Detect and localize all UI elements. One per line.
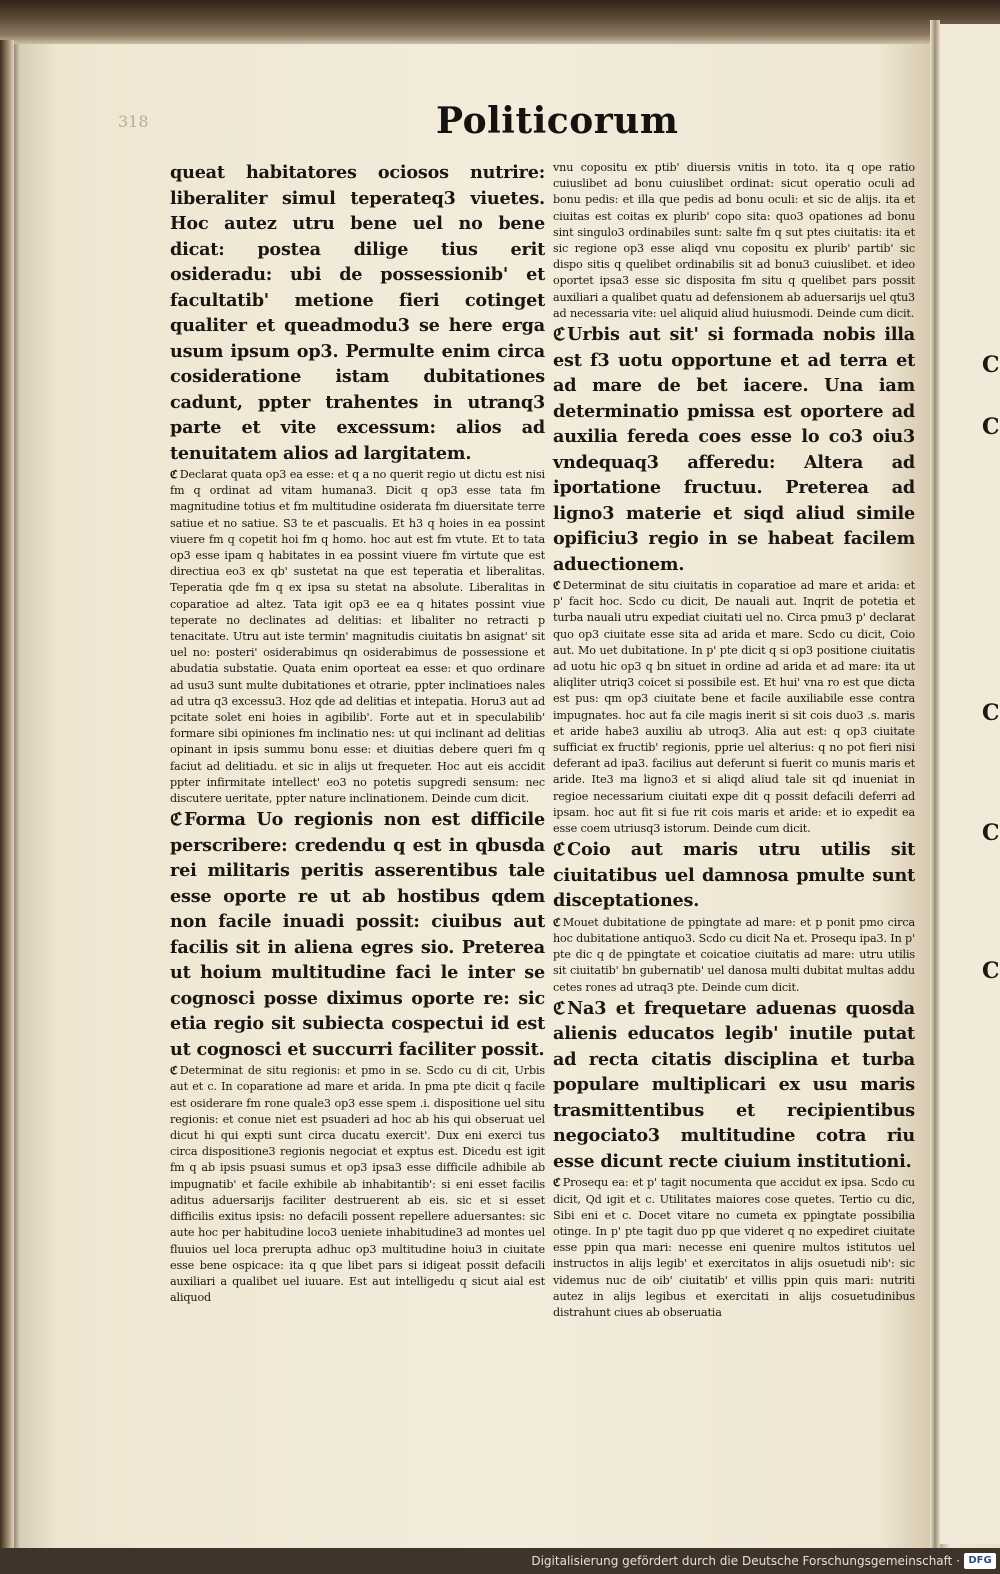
paragraph-mark-icon: ℭ [553,997,566,1019]
commentary-paragraph: vnu copositu ex ptib' diuersis vnitis in toto. ita q ope ratio cuiuslibet ad bonu cuiuslibet ordinat: sicut operatio oculi ad bonu pedis: et illa que pedis ad bonu oculi: et sic de alijs. ita et ciuitas est coitas ex plurib' copo sita: quo3 opationes ad bonu sint singulo3 ordinabiles sunt: salte fm q sut ptes ciuitatis: ita et sic regione op3 esse aliqd vnu copositu ex plurib' partib' sic dispo sitis q quelibet ordinabilis sit ad bonu3 cuiuslibet. et ideo oportet ipsa3 esse sic disposita fm situ q quelibet pars possit auxiliari a qualibet quatu ad defensionem ab aduersarijs uel qtu3 ad necessaria vite: uel aliquid aliud huiusmodi. Deinde cum dicit. [553,161,915,320]
paragraph-mark-icon: ℭ [553,578,561,593]
text-paragraph [553,837,915,914]
footer-credit: Digitalisierung gefördert durch die Deutsche Forschungsgemeinschaft · [531,1554,960,1568]
paragraph-mark-icon: ℭ [170,467,178,481]
digitization-footer [0,1548,1000,1574]
text-paragraph [553,322,915,577]
left-text-column [170,160,545,1306]
paragraph-mark-icon: ℭ [553,1175,561,1190]
paragraph-mark-icon: ℭ [553,839,566,861]
paragraph-mark-icon: ℭ [553,914,561,929]
commentary-text: Determinat de situ ciuitatis in coparatioe ad mare et arida: et p' facit hoc. Scdo cu dicit, De nauali aut. Inqrit de potetia et turba nauali utru expediat ciuitati uel no. Circa pmu3 p' declarat quo op3 ciuitate esse sita ad arida et mare. Scdo cu dicit, Coio aut. Mo uet dubitatione. In p' pte dicit q si op3 positione ciuitatis ad uotu hic op3 q bn situet in ordine ad arida et ad mare: ita ut aliqliter utriq3 coicet si possibile est. Et hui' vna ro est que dicta est pus: qm op3 ciuitate bene et facile auxiliabile esse contra impugnates. hoc aut fa cile magis inerit si sit cois duo3 .s. maris et aride habe3 auxiliu ab utroq3. Alia aut est: q op3 ciuitate sufficiat ex fructib' regionis, pprie uel alterius: q no pot fieri nisi deferant ad ipa3. facilius aut deferunt si fuerit co munis maris et aride. Ite3 ma ligno3 et si aliqd aliud tale sit qd inueniat in regioe necessarium ciuitati expe dit q possit defacili deferri ad ipsam. hoc aut fit si fue rit cois maris et aride: et io expedit ea esse coem utriusq3 istorum. Deinde cum dicit. [553,579,915,836]
commentary-text: Determinat de situ regionis: et pmo in se. Scdo cu di cit, Urbis aut et c. In coparatione ad mare et arida. In pma pte dicit q facile est osiderare fm rone quale3 op3 esse spem .i. dispositione uel situ regionis: et conue niet est psuaderi ad hoc ab his qui obseruat uel dicut hi qui expti sunt circa ducatu exercit'. Dux eni exerci tus circa dispositione3 regionis negociat et exptus est. Dicedu est igit fm q ab ipsis psuasi sumus et op3 ipsa3 esse difficile adhibile ab impugnatib' et facile exhibile ab inhabitantib': si eni esset facilis aditus aduersarijs faciliter destruerent ab eis. sic et si esset difficilis exitus ipsis: no defacili possent repellere aduersantes: sic aute hoc per habitudine loco3 ueniete inhabitudine3 ad montes uel fluuios uel loca prerupta adhuc op3 multitudine hoiu3 in ciuitate esse bene ospicace: ita q que libet pars si idigeat possit defacili auxiliari a qualibet uel iuuare. Est aut intelligedu q sicut aial est aliquod [170,1064,545,1305]
commentary-text: Declarat quata op3 ea esse: et q a no querit regio ut dictu est nisi fm q ordinat ad vitam humana3. Dicit q op3 esse tata fm magnitudine totius et fm multitudine osiderata fm diuersitate terre satiue et no satiue. S3 te et pascualis. Et h3 q hoies in ea possint viuere fm q copetit hoi fm q homo. hoc aut est fm vtute. Et to tata op3 esse ipam q habitates in ea possint viuere fm virtute que est directiua eo3 ex qb' sustetat na que est teperatia et liberalitas. Teperatia qde fm q ex ipsa su stetat na absolute. Liberalitas in coparatioe ad altez. Tata igit op3 ee ea q hitates possint viue teperate no declinates ad delitias: et libaliter no retracti p tenacitate. Utru aut iste termin' magnitudis ciuitatis bn asignat' sit uel no: posteri' osiderabimus qn osiderabimus de possessione et abudatia substatie. Quata enim oporteat ea esse: et quo ordinare ad usu3 sunt multe dubitationes et otrarie, ppter inclinatioes nales ad utra q3 excessu3. Hoz qde ad delitias et intepatia. Horu3 aut ad pcitate solet eni hoies in agibilib'. Forte aut et in speculabilib' formare sibi opiniones fm inclinatio nes: ut qui inclinant ad delitias opinant in ipsis summu bonu esse: et diuitias debere queri fm q faciut ad delitiadu. et sic in alijs ut frequeter. Hoc aut eis accidit ppter infirmitate intellect' eo3 no potetis supgredi sensum: nec discutere ueritate, ppter nature inclinationem. Deinde cum dicit. [170,468,545,806]
book-top-edge [0,0,1000,44]
text-paragraph [553,996,915,1175]
commentary-text: Mouet dubitatione de ppingtate ad mare: et p ponit pmo circa hoc dubitatione antiquo3. Scdo cu dicit Na et. Prosequ ipa3. In p' pte dic q de ppingtate et coicatioe ciuitatis ad mare: utru utilis sit ciuitatib' bn gubernatib' uel danosa multi dubitat multas addu cetes rones ad utraq3 pte. Deinde cum dicit. [553,915,915,994]
book-gutter [930,20,940,1548]
running-head: Politicorum [436,100,679,142]
paragraph-mark-icon: ℭ [170,809,183,831]
commentary-text: Prosequ ea: et p' tagit nocumenta que accidut ex ipsa. Scdo cu dicit, Qd igit et c. Utilitates maiores cose quetes. Tertio cu dic, Sibi eni et c. Docet vitare no cumeta ex ppingtate possibilia otinge. In p' pte tagit duo pp que videret q no expediret ciuitate esse ppin qua mari: necesse eni quenire multos istitutos uel instructos in alijs legib' et exercitatos in alijs osuetudi nib': sic videmus nuc de oib' ciuitatib' et villis ppin quis mari: nutriti autez in alijs legibus et exercitati in alijs cosuetudinibus distrahunt ciues ab obseruatia [553,1176,915,1319]
main-text: Coio aut maris utru utilis sit ciuitatibus uel damnosa pmulte sunt disceptationes. [553,839,915,912]
commentary-paragraph [170,1062,545,1306]
commentary-paragraph [170,466,545,807]
facing-page-paragraph-mark: C [982,414,1000,440]
main-text: Urbis aut sit' si formada nobis illa est f3 uotu opportune et ad terra et ad mare de bet iacere. Una iam determinatio pmissa est oportere ad auxilia fereda coes esse lo co3 oiu3 vndequaq3 afferedu: Altera ad iportatione fructuu. Preterea ad ligno3 materie et siqd aliud simile opificiu3 regio in se habeat facilem aduectionem. [553,324,915,575]
facing-page [940,24,1000,1544]
commentary-paragraph [553,1174,915,1321]
facing-page-paragraph-mark: C [982,700,1000,726]
book-fore-edge [0,40,14,1548]
commentary-paragraph [553,914,915,996]
dfg-logo: DFG [964,1553,996,1569]
facing-page-paragraph-mark: C [982,820,1000,846]
main-text: Na3 et frequetare aduenas quosda alienis educatos legib' inutile putat ad recta citatis disciplina et turba populare multiplicari ex usu maris trasmittentibus et recipientibus negociato3 multitudine cotra riu esse dicunt recte ciuium institutioni. [553,997,915,1172]
facing-page-paragraph-mark: C [982,352,1000,378]
text-paragraph [170,807,545,1062]
facing-page-paragraph-mark: C [982,958,1000,984]
page-folio: 318 [118,112,149,131]
commentary-paragraph [553,577,915,837]
text-paragraph: queat habitatores ociosos nutrire: liberaliter simul teperateq3 viuetes. Hoc autez utru bene uel no bene dicat: postea dilige tius erit osideradu: ubi de possessionib' et facultatib' metione fieri cotinget qualiter et queadmodu3 se here erga usum ipsum op3. Permulte enim circa cosideratione istam dubitationes cadunt, ppter trahentes in utranq3 parte et vite excessum: alios ad tenuitatem alios ad largitatem. [170,162,545,464]
right-text-column [553,160,915,1321]
main-text: Forma Uo regionis non est difficile perscribere: credendu q est in qbusda rei militaris peritis asserentibus tale esse oporte re ut ab hostibus qdem non facile inuadi possit: ciuibus aut facilis sit in aliena egres sio. Preterea ut hoium multitudine faci le inter se cognosci posse diximus oporte re: sic etia regio sit subiecta cospectui id est ut cognosci et succurri faciliter possit. [170,809,545,1060]
paragraph-mark-icon: ℭ [553,324,566,346]
paragraph-mark-icon: ℭ [170,1063,178,1078]
